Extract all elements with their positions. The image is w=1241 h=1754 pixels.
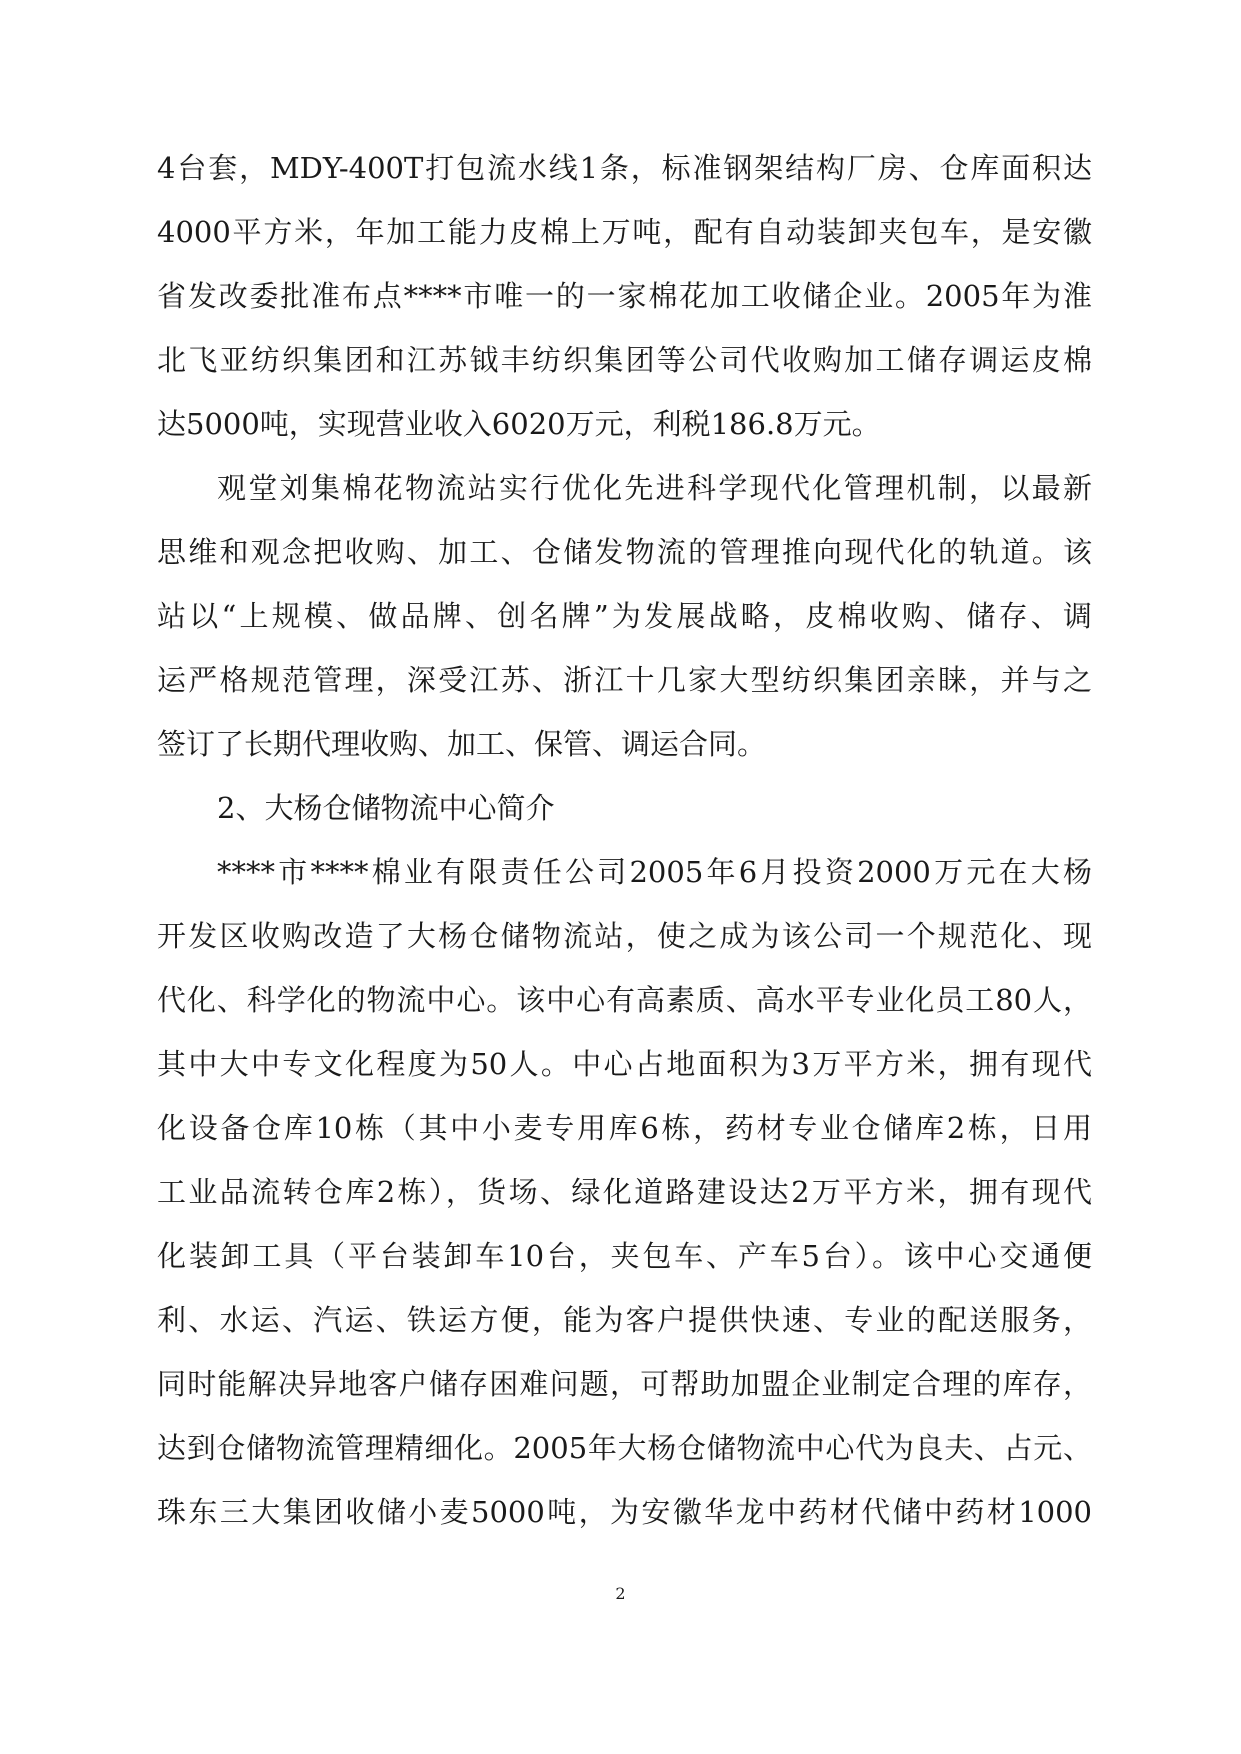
- text-line: 利、水运、汽运、铁运方便，能为客户提供快速、专业的配送服务，: [157, 1303, 1092, 1337]
- text-line: 站以“上规模、做品牌、创名牌”为发展战略，皮棉收购、储存、调: [157, 599, 1092, 633]
- text-line: 代化、科学化的物流中心。该中心有高素质、高水平专业化员工80人，: [157, 983, 1092, 1017]
- section-heading: 2、大杨仓储物流中心简介: [217, 791, 555, 825]
- text-line: 开发区收购改造了大杨仓储物流站，使之成为该公司一个规范化、现: [157, 919, 1092, 953]
- text-line: 北飞亚纺织集团和江苏钺丰纺织集团等公司代收购加工储存调运皮棉: [157, 343, 1092, 377]
- text-line: 其中大中专文化程度为50人。中心占地面积为3万平方米，拥有现代: [157, 1047, 1092, 1081]
- text-line: 达到仓储物流管理精细化。2005年大杨仓储物流中心代为良夫、占元、: [157, 1431, 1092, 1465]
- text-line: 观堂刘集棉花物流站实行优化先进科学现代化管理机制，以最新: [217, 471, 1092, 505]
- text-line: 同时能解决异地客户储存困难问题，可帮助加盟企业制定合理的库存，: [157, 1367, 1092, 1401]
- text-line: 思维和观念把收购、加工、仓储发物流的管理推向现代化的轨道。该: [157, 535, 1092, 569]
- text-line: 化设备仓库10栋（其中小麦专用库6栋，药材专业仓储库2栋，日用: [157, 1111, 1092, 1145]
- text-line: 4000平方米，年加工能力皮棉上万吨，配有自动装卸夹包车，是安徽: [157, 215, 1092, 249]
- text-line: 4台套，MDY-400T打包流水线1条，标准钢架结构厂房、仓库面积达: [157, 151, 1092, 185]
- text-line: 签订了长期代理收购、加工、保管、调运合同。: [157, 727, 767, 761]
- text-line: 珠东三大集团收储小麦5000吨，为安徽华龙中药材代储中药材1000: [157, 1495, 1092, 1529]
- text-line: 化装卸工具（平台装卸车10台，夹包车、产车5台）。该中心交通便: [157, 1239, 1092, 1273]
- text-line: ****市****棉业有限责任公司2005年6月投资2000万元在大杨: [217, 855, 1092, 889]
- text-line: 运严格规范管理，深受江苏、浙江十几家大型纺织集团亲睐，并与之: [157, 663, 1092, 697]
- text-line: 工业品流转仓库2栋），货场、绿化道路建设达2万平方米，拥有现代: [157, 1175, 1092, 1209]
- page-number: 2: [615, 1584, 626, 1603]
- text-line: 达5000吨，实现营业收入6020万元，利税186.8万元。: [157, 407, 881, 441]
- text-line: 省发改委批准布点****市唯一的一家棉花加工收储企业。2005年为淮: [157, 279, 1092, 313]
